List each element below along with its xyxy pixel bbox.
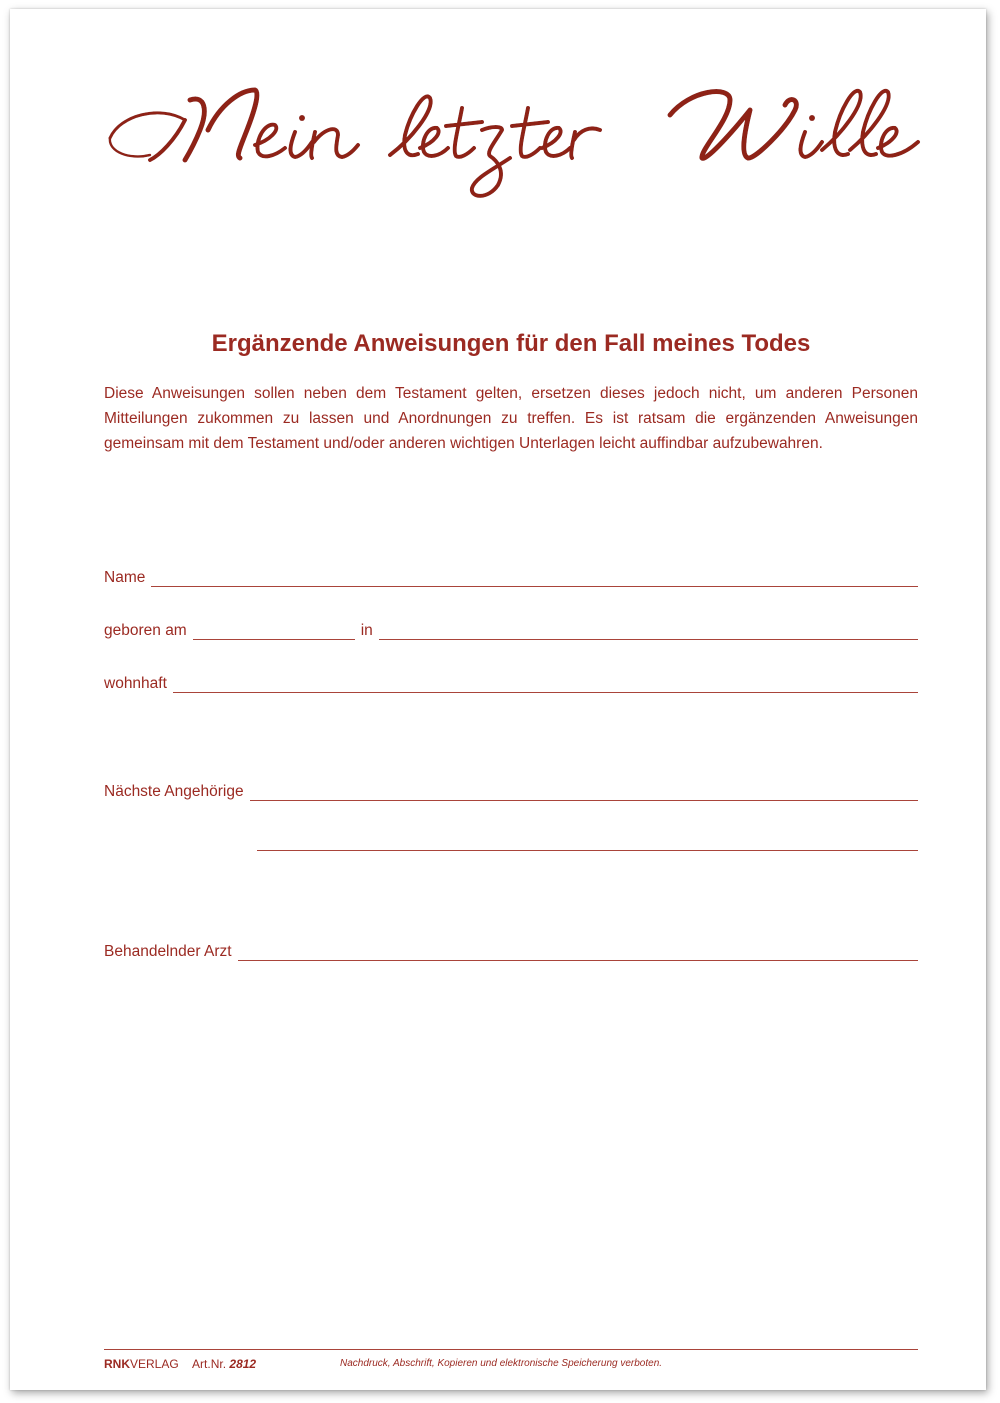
name-field-row bbox=[104, 568, 918, 587]
residence-input-line[interactable] bbox=[173, 674, 918, 693]
name-label: Name bbox=[104, 569, 146, 586]
residence-field-row bbox=[104, 674, 918, 693]
name-input-line[interactable] bbox=[151, 568, 918, 587]
doctor-field-row bbox=[104, 942, 918, 961]
footer bbox=[104, 1357, 918, 1371]
born-in-label: in bbox=[360, 622, 373, 639]
relatives-field-row-2 bbox=[257, 832, 918, 851]
publisher-suffix: VERLAG bbox=[130, 1357, 179, 1371]
script-title-logo bbox=[90, 60, 930, 210]
relatives-input-line-2[interactable] bbox=[257, 832, 918, 851]
birth-field-row bbox=[104, 621, 918, 640]
footer-divider bbox=[104, 1349, 918, 1350]
doctor-input-line[interactable] bbox=[238, 942, 918, 961]
article-number-label: Art.Nr. bbox=[192, 1357, 227, 1371]
intro-paragraph: Diese Anweisungen sollen neben dem Testament gelten, ersetzen dieses jedoch nicht, um anderen Personen Mitteilungen zukommen zu lassen und Anordnungen zu treffen. Es ist ratsam die ergänzenden Anweisungen gemeinsam mit dem Testament und/oder anderen wichtigen Unterlagen leicht auffindbar aufzubewahren. bbox=[104, 385, 918, 452]
relatives-input-line-1[interactable] bbox=[250, 782, 918, 801]
doctor-label: Behandelnder Arzt bbox=[104, 943, 232, 960]
residence-label: wohnhaft bbox=[104, 675, 167, 692]
born-in-input-line[interactable] bbox=[379, 621, 918, 640]
page-title: Ergänzende Anweisungen für den Fall meines Todes bbox=[211, 330, 811, 357]
article-number: 2812 bbox=[229, 1357, 257, 1371]
born-on-label: geboren am bbox=[104, 622, 187, 639]
copyright-notice: Nachdruck, Abschrift, Kopieren und elektronische Speicherung verboten. bbox=[340, 1358, 663, 1369]
relatives-label: Nächste Angehörige bbox=[104, 783, 244, 800]
born-on-input-line[interactable] bbox=[193, 621, 355, 640]
publisher-brand: RNK bbox=[104, 1357, 130, 1371]
relatives-field-row bbox=[104, 782, 918, 801]
